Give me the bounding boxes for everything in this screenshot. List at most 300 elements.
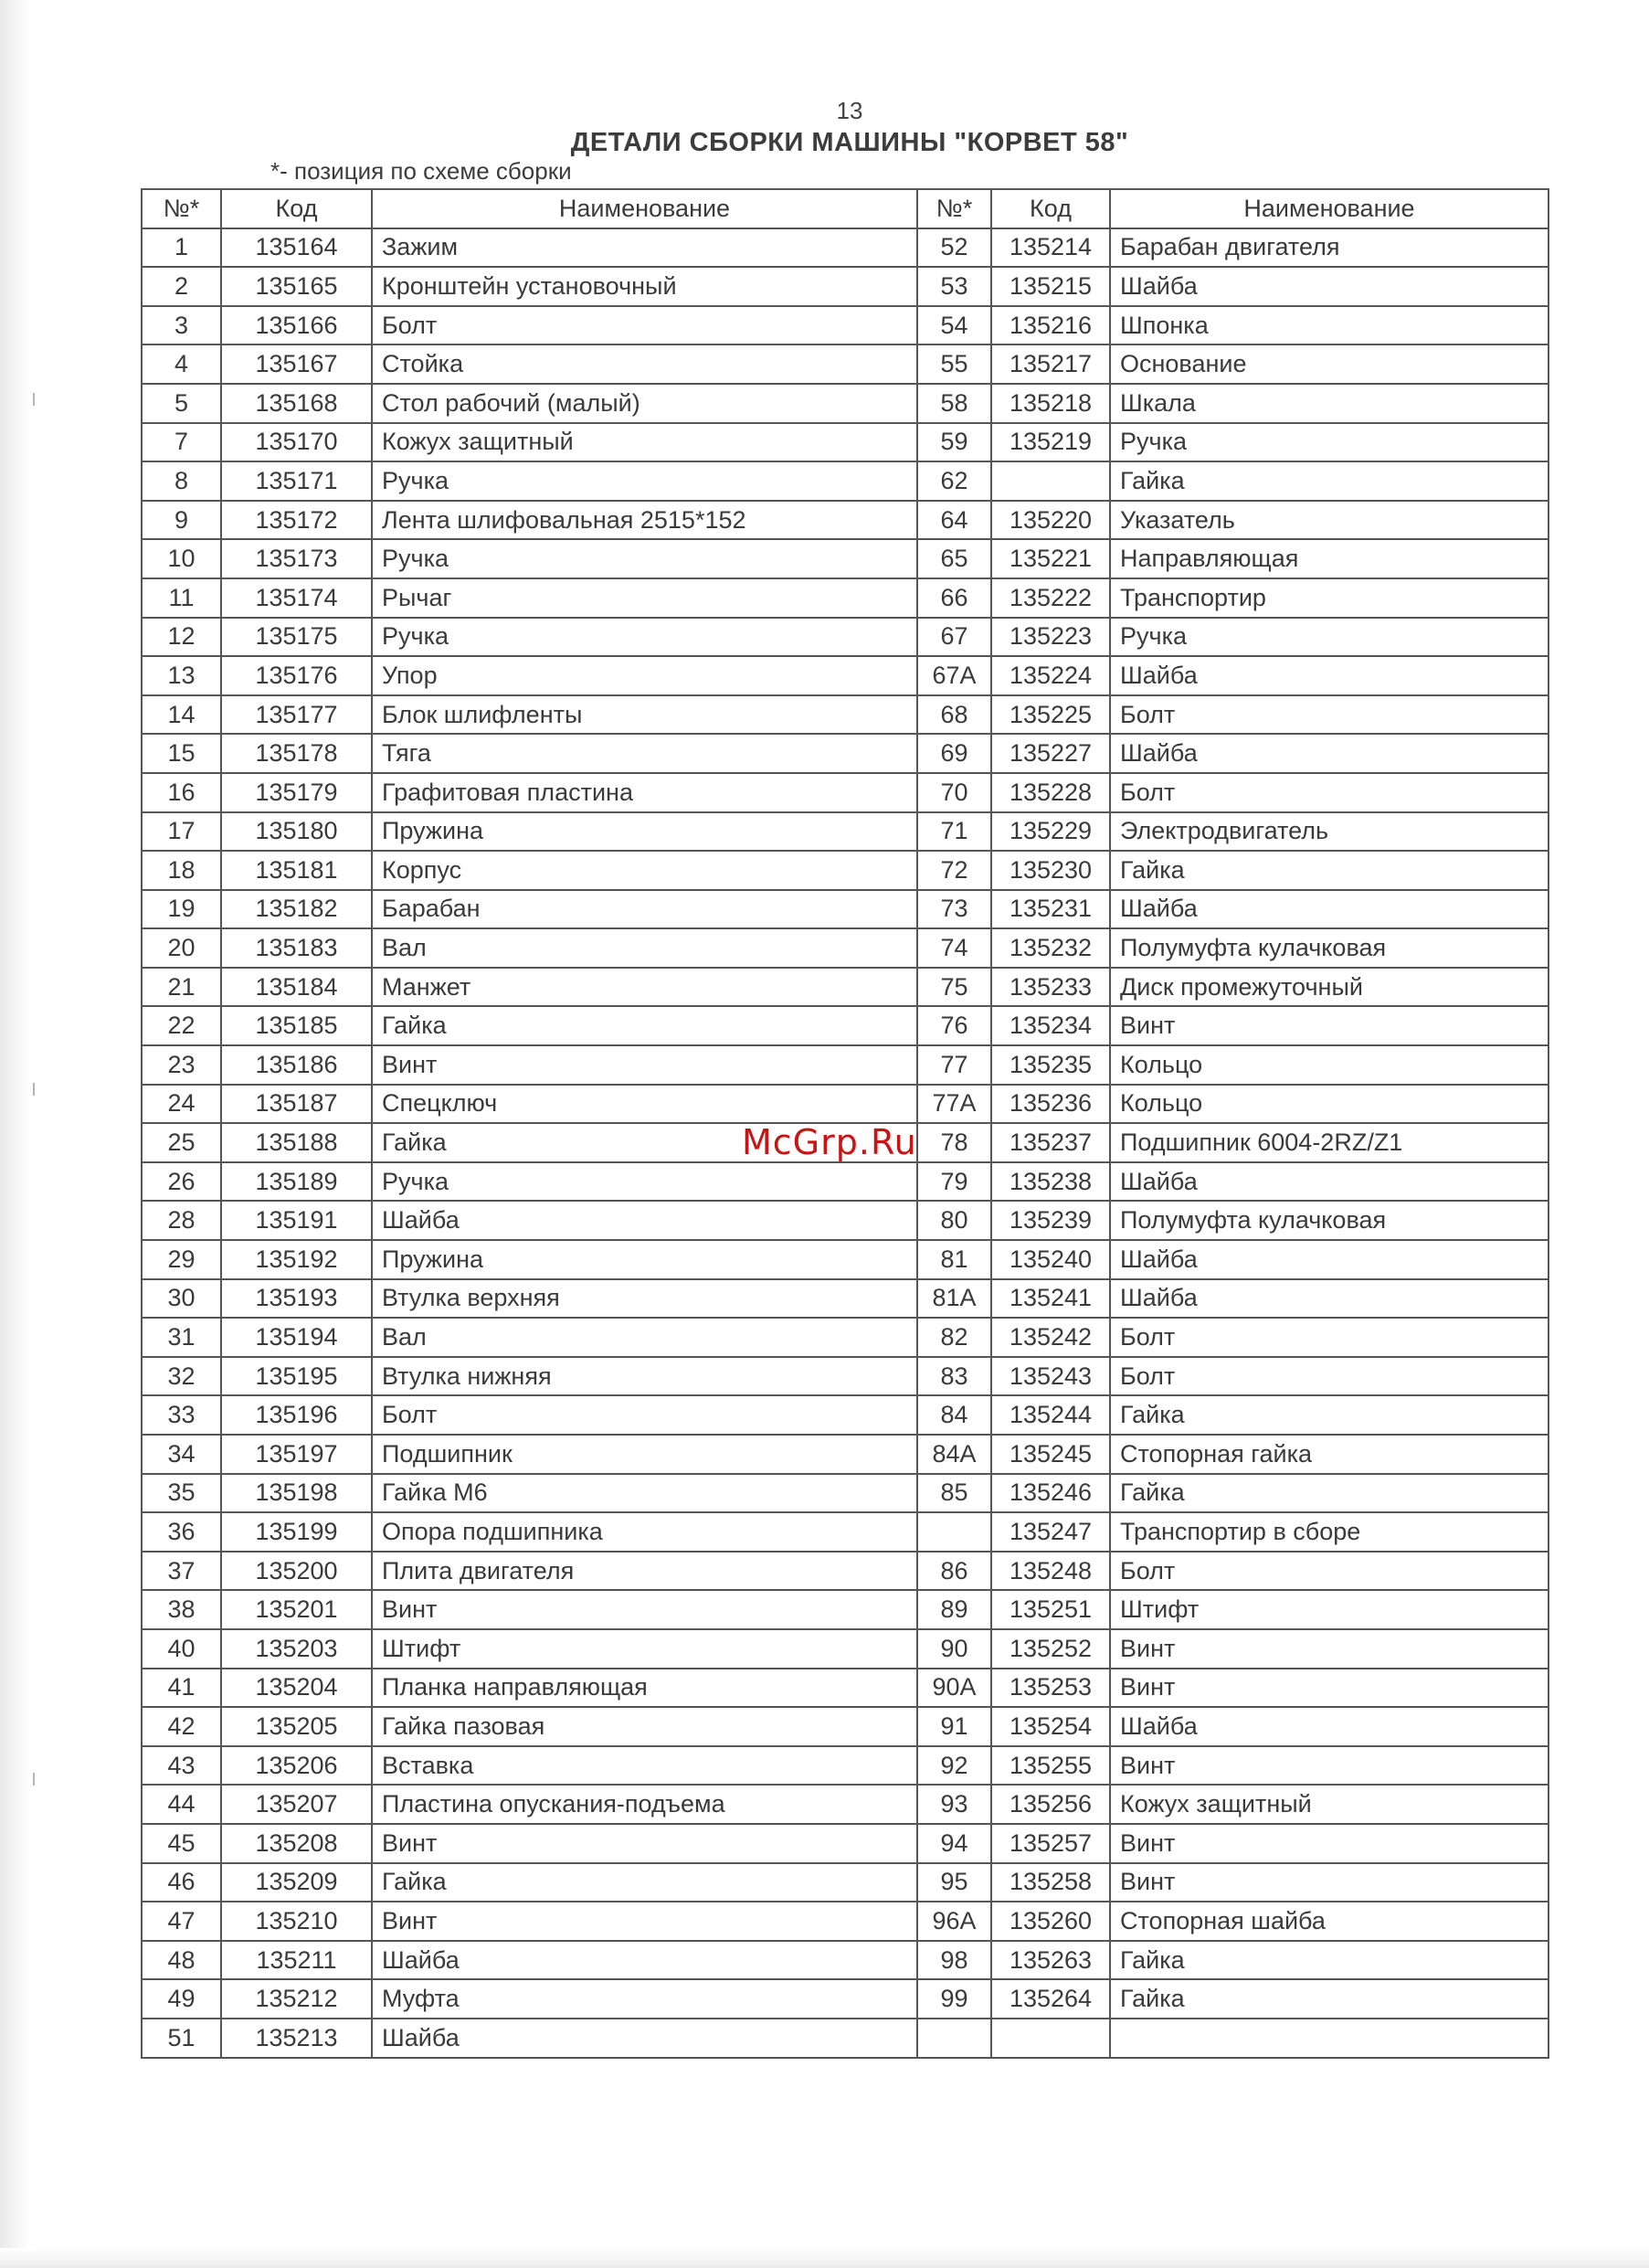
cell-name-left: Ручка bbox=[372, 1162, 917, 1202]
cell-pos-left: 8 bbox=[142, 461, 221, 501]
cell-pos-right: 74 bbox=[917, 928, 991, 968]
cell-pos-right: 90 bbox=[917, 1629, 991, 1669]
table-row bbox=[142, 344, 1549, 384]
table-row bbox=[142, 1045, 1549, 1085]
cell-code-right: 135242 bbox=[991, 1318, 1110, 1357]
table-row bbox=[142, 1590, 1549, 1629]
table-row bbox=[142, 1512, 1549, 1552]
table-row bbox=[142, 773, 1549, 812]
cell-name-right: Шайба bbox=[1110, 1707, 1549, 1746]
cell-name-left: Гайка bbox=[372, 1123, 917, 1162]
cell-code-right: 135235 bbox=[991, 1045, 1110, 1085]
table-row bbox=[142, 1979, 1549, 2019]
cell-name-left: Пружина bbox=[372, 812, 917, 852]
cell-name-right: Стопорная шайба bbox=[1110, 1902, 1549, 1941]
cell-pos-right: 83 bbox=[917, 1357, 991, 1396]
cell-pos-left: 46 bbox=[142, 1863, 221, 1902]
cell-name-left: Гайка М6 bbox=[372, 1474, 917, 1513]
cell-code-left: 135180 bbox=[221, 812, 372, 852]
cell-pos-left: 37 bbox=[142, 1552, 221, 1591]
cell-code-left: 135207 bbox=[221, 1785, 372, 1824]
cell-pos-left: 36 bbox=[142, 1512, 221, 1552]
cell-pos-left: 34 bbox=[142, 1435, 221, 1474]
cell-code-right: 135227 bbox=[991, 734, 1110, 773]
cell-code-left: 135177 bbox=[221, 695, 372, 735]
table-row bbox=[142, 1863, 1549, 1902]
cell-name-left: Гайка bbox=[372, 1006, 917, 1045]
cell-code-left: 135200 bbox=[221, 1552, 372, 1591]
cell-name-left: Пластина опускания-подъема bbox=[372, 1785, 917, 1824]
cell-name-right: Барабан двигателя bbox=[1110, 228, 1549, 268]
cell-code-left: 135164 bbox=[221, 228, 372, 268]
cell-pos-right: 55 bbox=[917, 344, 991, 384]
cell-name-right: Шайба bbox=[1110, 1162, 1549, 1202]
cell-pos-left: 47 bbox=[142, 1902, 221, 1941]
cell-pos-right: 75 bbox=[917, 968, 991, 1007]
cell-name-left: Гайка bbox=[372, 1863, 917, 1902]
cell-name-right: Винт bbox=[1110, 1669, 1549, 1708]
cell-name-right: Указатель bbox=[1110, 501, 1549, 540]
cell-code-right bbox=[991, 461, 1110, 501]
cell-code-right: 135218 bbox=[991, 384, 1110, 423]
cell-pos-left: 51 bbox=[142, 2019, 221, 2058]
cell-code-left: 135197 bbox=[221, 1435, 372, 1474]
cell-pos-right: 62 bbox=[917, 461, 991, 501]
cell-code-left: 135205 bbox=[221, 1707, 372, 1746]
cell-pos-right bbox=[917, 2019, 991, 2058]
header-name-left: Наименование bbox=[372, 189, 917, 228]
cell-pos-left: 33 bbox=[142, 1395, 221, 1435]
cell-pos-right: 65 bbox=[917, 539, 991, 578]
cell-code-left: 135201 bbox=[221, 1590, 372, 1629]
cell-name-left: Гайка пазовая bbox=[372, 1707, 917, 1746]
cell-code-left: 135173 bbox=[221, 539, 372, 578]
cell-code-right: 135232 bbox=[991, 928, 1110, 968]
cell-code-left: 135196 bbox=[221, 1395, 372, 1435]
cell-name-right: Кольцо bbox=[1110, 1045, 1549, 1085]
cell-code-right: 135257 bbox=[991, 1824, 1110, 1863]
cell-code-right: 135241 bbox=[991, 1279, 1110, 1319]
cell-pos-left: 44 bbox=[142, 1785, 221, 1824]
cell-pos-left: 18 bbox=[142, 851, 221, 890]
cell-code-left: 135191 bbox=[221, 1201, 372, 1240]
cell-name-left: Шайба bbox=[372, 2019, 917, 2058]
cell-code-right: 135217 bbox=[991, 344, 1110, 384]
table-row bbox=[142, 1552, 1549, 1591]
cell-pos-left: 3 bbox=[142, 306, 221, 345]
scan-bottom-edge bbox=[0, 2248, 1649, 2268]
cell-pos-left: 23 bbox=[142, 1045, 221, 1085]
cell-name-left: Ручка bbox=[372, 461, 917, 501]
cell-pos-left: 5 bbox=[142, 384, 221, 423]
cell-pos-right: 52 bbox=[917, 228, 991, 268]
cell-name-left: Пружина bbox=[372, 1240, 917, 1279]
cell-code-right: 135244 bbox=[991, 1395, 1110, 1435]
cell-code-left: 135174 bbox=[221, 578, 372, 618]
cell-name-left: Ручка bbox=[372, 618, 917, 657]
header-name-right: Наименование bbox=[1110, 189, 1549, 228]
cell-name-left: Болт bbox=[372, 306, 917, 345]
table-row bbox=[142, 928, 1549, 968]
cell-name-left: Штифт bbox=[372, 1629, 917, 1669]
header-code-right: Код bbox=[991, 189, 1110, 228]
cell-name-left: Блок шлифленты bbox=[372, 695, 917, 735]
cell-pos-right: 85 bbox=[917, 1474, 991, 1513]
cell-pos-left: 35 bbox=[142, 1474, 221, 1513]
cell-code-left: 135165 bbox=[221, 267, 372, 306]
cell-code-right: 135239 bbox=[991, 1201, 1110, 1240]
cell-pos-right: 59 bbox=[917, 423, 991, 462]
table-row bbox=[142, 1240, 1549, 1279]
table-row bbox=[142, 1357, 1549, 1396]
cell-name-left: Стойка bbox=[372, 344, 917, 384]
cell-name-right: Ручка bbox=[1110, 423, 1549, 462]
table-row bbox=[142, 228, 1549, 268]
cell-name-left: Корпус bbox=[372, 851, 917, 890]
cell-code-right: 135215 bbox=[991, 267, 1110, 306]
table-row bbox=[142, 1941, 1549, 1980]
cell-name-left: Кронштейн установочный bbox=[372, 267, 917, 306]
table-row bbox=[142, 1707, 1549, 1746]
cell-name-right: Винт bbox=[1110, 1824, 1549, 1863]
cell-pos-left: 14 bbox=[142, 695, 221, 735]
cell-code-left: 135168 bbox=[221, 384, 372, 423]
cell-name-right: Болт bbox=[1110, 1357, 1549, 1396]
cell-name-left: Кожух защитный bbox=[372, 423, 917, 462]
cell-pos-right: 92 bbox=[917, 1746, 991, 1786]
cell-pos-left: 43 bbox=[142, 1746, 221, 1786]
cell-code-left: 135209 bbox=[221, 1863, 372, 1902]
cell-code-right: 135253 bbox=[991, 1669, 1110, 1708]
cell-name-left: Зажим bbox=[372, 228, 917, 268]
cell-pos-right: 79 bbox=[917, 1162, 991, 1202]
cell-pos-left: 12 bbox=[142, 618, 221, 657]
position-note: *- позиция по схеме сборки bbox=[270, 157, 572, 185]
cell-pos-right: 93 bbox=[917, 1785, 991, 1824]
cell-name-right: Направляющая bbox=[1110, 539, 1549, 578]
cell-pos-left: 38 bbox=[142, 1590, 221, 1629]
cell-name-right: Транспортир в сборе bbox=[1110, 1512, 1549, 1552]
cell-name-left: Планка направляющая bbox=[372, 1669, 917, 1708]
cell-pos-left: 28 bbox=[142, 1201, 221, 1240]
cell-name-left: Спецключ bbox=[372, 1085, 917, 1124]
table-row bbox=[142, 734, 1549, 773]
cell-code-left: 135188 bbox=[221, 1123, 372, 1162]
cell-pos-left: 30 bbox=[142, 1279, 221, 1319]
cell-pos-left: 2 bbox=[142, 267, 221, 306]
table-row bbox=[142, 1746, 1549, 1786]
cell-name-right: Транспортир bbox=[1110, 578, 1549, 618]
cell-code-right: 135251 bbox=[991, 1590, 1110, 1629]
cell-code-left: 135187 bbox=[221, 1085, 372, 1124]
cell-name-right: Штифт bbox=[1110, 1590, 1549, 1629]
table-row bbox=[142, 1395, 1549, 1435]
table-header-row bbox=[142, 189, 1549, 228]
header-code-left: Код bbox=[221, 189, 372, 228]
cell-code-left: 135184 bbox=[221, 968, 372, 1007]
cell-code-right: 135252 bbox=[991, 1629, 1110, 1669]
cell-pos-right: 66 bbox=[917, 578, 991, 618]
cell-pos-left: 9 bbox=[142, 501, 221, 540]
table-row bbox=[142, 1902, 1549, 1941]
table-row bbox=[142, 890, 1549, 929]
cell-code-right: 135238 bbox=[991, 1162, 1110, 1202]
cell-name-left: Винт bbox=[372, 1902, 917, 1941]
cell-code-left: 135181 bbox=[221, 851, 372, 890]
cell-pos-left: 45 bbox=[142, 1824, 221, 1863]
cell-name-right: Винт bbox=[1110, 1746, 1549, 1786]
cell-name-left: Винт bbox=[372, 1824, 917, 1863]
cell-name-right: Подшипник 6004-2RZ/Z1 bbox=[1110, 1123, 1549, 1162]
cell-name-right: Гайка bbox=[1110, 1395, 1549, 1435]
cell-pos-left: 31 bbox=[142, 1318, 221, 1357]
cell-name-right: Шайба bbox=[1110, 734, 1549, 773]
cell-name-right: Стопорная гайка bbox=[1110, 1435, 1549, 1474]
cell-name-right: Гайка bbox=[1110, 1474, 1549, 1513]
cell-code-left: 135178 bbox=[221, 734, 372, 773]
watermark: McGrp.Ru bbox=[742, 1122, 917, 1162]
cell-pos-right: 94 bbox=[917, 1824, 991, 1863]
cell-code-right: 135237 bbox=[991, 1123, 1110, 1162]
cell-name-left: Вставка bbox=[372, 1746, 917, 1786]
cell-name-right bbox=[1110, 2019, 1549, 2058]
cell-code-right: 135248 bbox=[991, 1552, 1110, 1591]
cell-code-right: 135240 bbox=[991, 1240, 1110, 1279]
cell-code-right: 135225 bbox=[991, 695, 1110, 735]
cell-code-left: 135186 bbox=[221, 1045, 372, 1085]
table-row bbox=[142, 1006, 1549, 1045]
cell-code-left: 135171 bbox=[221, 461, 372, 501]
cell-name-right: Полумуфта кулачковая bbox=[1110, 1201, 1549, 1240]
cell-code-right: 135221 bbox=[991, 539, 1110, 578]
cell-name-right: Диск промежуточный bbox=[1110, 968, 1549, 1007]
cell-pos-left: 13 bbox=[142, 656, 221, 695]
cell-code-right: 135264 bbox=[991, 1979, 1110, 2019]
header-pos-left: №* bbox=[142, 189, 221, 228]
cell-code-left: 135193 bbox=[221, 1279, 372, 1319]
cell-code-left: 135167 bbox=[221, 344, 372, 384]
cell-code-left: 135183 bbox=[221, 928, 372, 968]
cell-code-left: 135210 bbox=[221, 1902, 372, 1941]
cell-code-right: 135255 bbox=[991, 1746, 1110, 1786]
cell-name-right: Шайба bbox=[1110, 267, 1549, 306]
cell-pos-right: 58 bbox=[917, 384, 991, 423]
cell-pos-right: 72 bbox=[917, 851, 991, 890]
table-row bbox=[142, 1669, 1549, 1708]
cell-name-right: Шайба bbox=[1110, 1240, 1549, 1279]
cell-code-right: 135219 bbox=[991, 423, 1110, 462]
cell-pos-right: 73 bbox=[917, 890, 991, 929]
cell-name-left: Подшипник bbox=[372, 1435, 917, 1474]
cell-name-right: Гайка bbox=[1110, 851, 1549, 890]
cell-code-left: 135179 bbox=[221, 773, 372, 812]
cell-name-left: Тяга bbox=[372, 734, 917, 773]
cell-pos-left: 20 bbox=[142, 928, 221, 968]
cell-code-left: 135208 bbox=[221, 1824, 372, 1863]
cell-code-left: 135198 bbox=[221, 1474, 372, 1513]
cell-name-left: Шайба bbox=[372, 1201, 917, 1240]
cell-pos-right: 54 bbox=[917, 306, 991, 345]
table-row bbox=[142, 1629, 1549, 1669]
cell-pos-right: 67A bbox=[917, 656, 991, 695]
margin-mark bbox=[33, 1773, 40, 1786]
cell-pos-left: 40 bbox=[142, 1629, 221, 1669]
table-row bbox=[142, 618, 1549, 657]
cell-code-right: 135220 bbox=[991, 501, 1110, 540]
cell-pos-right: 78 bbox=[917, 1123, 991, 1162]
table-row bbox=[142, 1318, 1549, 1357]
cell-code-left: 135172 bbox=[221, 501, 372, 540]
cell-pos-right: 70 bbox=[917, 773, 991, 812]
cell-name-right: Винт bbox=[1110, 1863, 1549, 1902]
cell-name-right: Ручка bbox=[1110, 618, 1549, 657]
table-row bbox=[142, 423, 1549, 462]
cell-pos-left: 32 bbox=[142, 1357, 221, 1396]
cell-name-left: Графитовая пластина bbox=[372, 773, 917, 812]
table-row bbox=[142, 267, 1549, 306]
table-row bbox=[142, 1474, 1549, 1513]
cell-name-right: Винт bbox=[1110, 1006, 1549, 1045]
cell-name-left: Винт bbox=[372, 1590, 917, 1629]
table-row bbox=[142, 1435, 1549, 1474]
cell-name-right: Гайка bbox=[1110, 1979, 1549, 2019]
cell-name-right: Болт bbox=[1110, 695, 1549, 735]
table-row bbox=[142, 501, 1549, 540]
cell-code-left: 135194 bbox=[221, 1318, 372, 1357]
cell-pos-right: 68 bbox=[917, 695, 991, 735]
cell-code-left: 135211 bbox=[221, 1941, 372, 1980]
cell-code-right: 135224 bbox=[991, 656, 1110, 695]
cell-name-right: Болт bbox=[1110, 1318, 1549, 1357]
cell-pos-left: 7 bbox=[142, 423, 221, 462]
cell-code-right: 135222 bbox=[991, 578, 1110, 618]
cell-name-right: Кольцо bbox=[1110, 1085, 1549, 1124]
cell-pos-right: 76 bbox=[917, 1006, 991, 1045]
cell-pos-right: 95 bbox=[917, 1863, 991, 1902]
cell-code-right bbox=[991, 2019, 1110, 2058]
table-row bbox=[142, 2019, 1549, 2058]
cell-code-right: 135229 bbox=[991, 812, 1110, 852]
cell-pos-left: 16 bbox=[142, 773, 221, 812]
cell-code-right: 135256 bbox=[991, 1785, 1110, 1824]
cell-code-left: 135192 bbox=[221, 1240, 372, 1279]
cell-pos-right: 84 bbox=[917, 1395, 991, 1435]
cell-pos-right: 77 bbox=[917, 1045, 991, 1085]
cell-code-left: 135213 bbox=[221, 2019, 372, 2058]
cell-code-left: 135203 bbox=[221, 1629, 372, 1669]
cell-pos-right: 91 bbox=[917, 1707, 991, 1746]
cell-name-right: Болт bbox=[1110, 1552, 1549, 1591]
cell-pos-right: 71 bbox=[917, 812, 991, 852]
cell-pos-right: 77A bbox=[917, 1085, 991, 1124]
cell-pos-right: 80 bbox=[917, 1201, 991, 1240]
cell-name-right: Полумуфта кулачковая bbox=[1110, 928, 1549, 968]
cell-name-right: Шайба bbox=[1110, 890, 1549, 929]
cell-name-left: Лента шлифовальная 2515*152 bbox=[372, 501, 917, 540]
cell-pos-right: 64 bbox=[917, 501, 991, 540]
cell-pos-left: 41 bbox=[142, 1669, 221, 1708]
cell-pos-left: 19 bbox=[142, 890, 221, 929]
cell-pos-left: 11 bbox=[142, 578, 221, 618]
margin-mark bbox=[33, 1083, 40, 1096]
cell-pos-left: 48 bbox=[142, 1941, 221, 1980]
cell-pos-left: 24 bbox=[142, 1085, 221, 1124]
cell-code-right: 135263 bbox=[991, 1941, 1110, 1980]
table-row bbox=[142, 1162, 1549, 1202]
table-header bbox=[142, 189, 1549, 228]
table-row bbox=[142, 812, 1549, 852]
cell-pos-right: 69 bbox=[917, 734, 991, 773]
cell-code-left: 135175 bbox=[221, 618, 372, 657]
cell-code-right: 135254 bbox=[991, 1707, 1110, 1746]
cell-pos-right: 81A bbox=[917, 1279, 991, 1319]
cell-name-left: Барабан bbox=[372, 890, 917, 929]
cell-name-left: Рычаг bbox=[372, 578, 917, 618]
cell-pos-left: 10 bbox=[142, 539, 221, 578]
cell-name-left: Шайба bbox=[372, 1941, 917, 1980]
table-row bbox=[142, 1279, 1549, 1319]
cell-name-left: Болт bbox=[372, 1395, 917, 1435]
table-row bbox=[142, 968, 1549, 1007]
cell-name-left: Вал bbox=[372, 1318, 917, 1357]
cell-name-right: Гайка bbox=[1110, 461, 1549, 501]
table-row bbox=[142, 384, 1549, 423]
cell-code-right: 135236 bbox=[991, 1085, 1110, 1124]
cell-pos-right: 67 bbox=[917, 618, 991, 657]
cell-code-right: 135230 bbox=[991, 851, 1110, 890]
margin-mark bbox=[33, 393, 40, 406]
cell-code-left: 135170 bbox=[221, 423, 372, 462]
cell-name-left: Манжет bbox=[372, 968, 917, 1007]
cell-pos-right: 90A bbox=[917, 1669, 991, 1708]
table-row bbox=[142, 1201, 1549, 1240]
cell-code-left: 135182 bbox=[221, 890, 372, 929]
table-row bbox=[142, 1785, 1549, 1824]
cell-name-right: Шпонка bbox=[1110, 306, 1549, 345]
cell-name-left: Упор bbox=[372, 656, 917, 695]
cell-pos-right bbox=[917, 1512, 991, 1552]
cell-name-right: Гайка bbox=[1110, 1941, 1549, 1980]
cell-code-left: 135206 bbox=[221, 1746, 372, 1786]
header-pos-right: №* bbox=[917, 189, 991, 228]
cell-pos-right: 86 bbox=[917, 1552, 991, 1591]
cell-name-left: Стол рабочий (малый) bbox=[372, 384, 917, 423]
page-number: 13 bbox=[836, 97, 863, 124]
table-row bbox=[142, 1085, 1549, 1124]
cell-pos-left: 21 bbox=[142, 968, 221, 1007]
cell-pos-left: 17 bbox=[142, 812, 221, 852]
cell-name-right: Шайба bbox=[1110, 656, 1549, 695]
cell-code-right: 135233 bbox=[991, 968, 1110, 1007]
cell-code-left: 135212 bbox=[221, 1979, 372, 2019]
cell-name-left: Втулка верхняя bbox=[372, 1279, 917, 1319]
cell-code-left: 135176 bbox=[221, 656, 372, 695]
cell-name-left: Вал bbox=[372, 928, 917, 968]
page-title: ДЕТАЛИ СБОРКИ МАШИНЫ "КОРВЕТ 58" bbox=[570, 128, 1129, 157]
cell-pos-right: 99 bbox=[917, 1979, 991, 2019]
cell-pos-right: 98 bbox=[917, 1941, 991, 1980]
cell-name-left: Ручка bbox=[372, 539, 917, 578]
cell-code-left: 135189 bbox=[221, 1162, 372, 1202]
table-row bbox=[142, 1824, 1549, 1863]
cell-name-right: Кожух защитный bbox=[1110, 1785, 1549, 1824]
cell-code-right: 135247 bbox=[991, 1512, 1110, 1552]
cell-pos-left: 42 bbox=[142, 1707, 221, 1746]
cell-pos-left: 22 bbox=[142, 1006, 221, 1045]
cell-code-right: 135234 bbox=[991, 1006, 1110, 1045]
cell-pos-left: 15 bbox=[142, 734, 221, 773]
cell-code-right: 135246 bbox=[991, 1474, 1110, 1513]
